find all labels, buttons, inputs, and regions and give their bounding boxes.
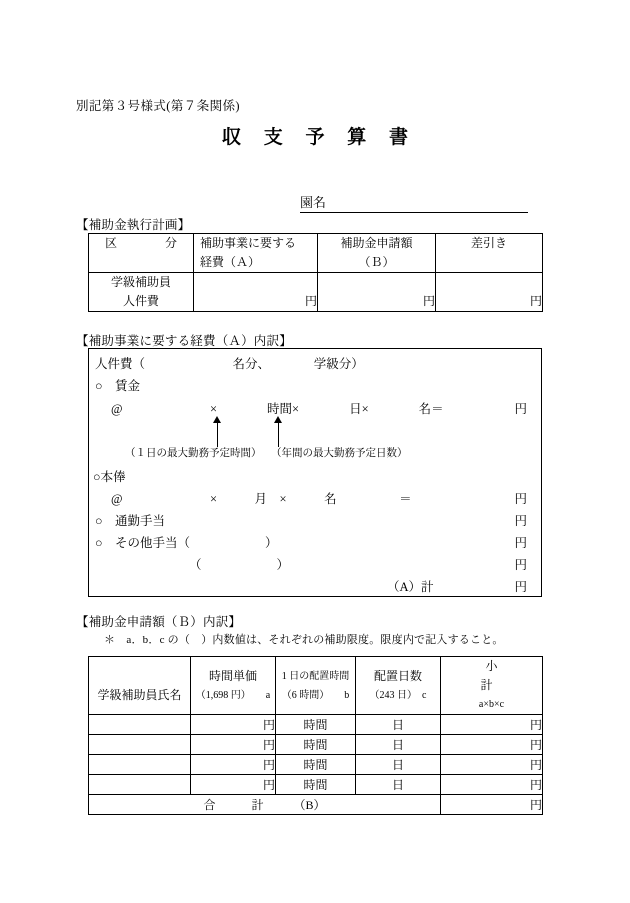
header-division: 区 分 (89, 234, 194, 273)
input-daily-hours[interactable]: 時間 (276, 755, 356, 775)
input-subsidy-b[interactable]: 円 (318, 273, 436, 312)
base-salary-formula[interactable]: @ × 月 × 名 ＝ (111, 492, 412, 506)
input-subtotal[interactable]: 円 (441, 775, 543, 795)
input-hourly-rate[interactable]: 円 (191, 735, 276, 755)
input-hourly-rate[interactable]: 円 (191, 715, 276, 735)
subsidy-b-total-value[interactable]: 円 (441, 795, 543, 815)
section-heading-subsidy-b-breakdown: 【補助金申請額（Ｂ）内訳】 (76, 615, 242, 629)
table-row (89, 715, 543, 735)
input-subtotal[interactable]: 円 (441, 755, 543, 775)
other-allowance-item-2[interactable]: （ ） (189, 558, 290, 572)
limit-note: ＊ a．b．c の（ ）内数値は、それぞれの補助限度。限度内で記入すること。 (104, 634, 504, 646)
other-allowance-item[interactable]: ○ その他手当（ ） (95, 536, 278, 550)
table-header-row (89, 657, 543, 715)
input-placement-days[interactable]: 日 (356, 735, 441, 755)
subsidy-b-total-label: 合 計 （B） (89, 795, 441, 815)
input-daily-hours[interactable]: 時間 (276, 735, 356, 755)
kindergarten-name-rule[interactable] (326, 197, 528, 213)
input-daily-hours[interactable]: 時間 (276, 775, 356, 795)
input-assistant-name[interactable] (89, 715, 191, 735)
annotation-max-daily-hours: （１日の最大勤務予定時間） (125, 448, 262, 459)
subsidy-b-breakdown-table (88, 656, 574, 815)
expense-a-total-label: （A）計 (387, 580, 434, 594)
input-hourly-rate[interactable]: 円 (191, 755, 276, 775)
wage-item-label: ○ 賃金 (95, 379, 141, 393)
other-allowance-unit: 円 (514, 536, 527, 550)
page-title: 収 支 予 算 書 (221, 127, 417, 148)
input-assistant-name[interactable] (89, 755, 191, 775)
wage-formula[interactable]: @ × 時間× 日× 名＝ (111, 402, 444, 416)
input-subtotal[interactable]: 円 (441, 715, 543, 735)
expense-a-breakdown-box (88, 348, 542, 597)
base-salary-item-label: ○本俸 (93, 470, 126, 484)
input-placement-days[interactable]: 日 (356, 775, 441, 795)
input-expense-a[interactable]: 円 (194, 273, 318, 312)
wage-unit: 円 (514, 402, 527, 416)
header-subtotal: 小 計 a×b×c (441, 657, 543, 715)
header-daily-hours: 1 日の配置時間 （6 時間） b (276, 657, 356, 715)
input-placement-days[interactable]: 日 (356, 755, 441, 775)
expense-a-total-unit: 円 (514, 580, 527, 594)
table-row (89, 735, 543, 755)
header-placement-days: 配置日数 （243 日） c (356, 657, 441, 715)
subsidy-plan-table (88, 233, 543, 312)
kindergarten-name-label: 園名 (300, 192, 326, 213)
input-daily-hours[interactable]: 時間 (276, 715, 356, 735)
input-hourly-rate[interactable]: 円 (191, 775, 276, 795)
header-hourly-rate: 時間単価 （1,698 円） a (191, 657, 276, 715)
header-subsidy-request-b: 補助金申請額 （Ｂ） (318, 234, 436, 273)
input-assistant-name[interactable] (89, 775, 191, 795)
other-allowance-unit-2: 円 (514, 558, 527, 572)
table-row (89, 775, 543, 795)
table-total-row (89, 795, 543, 815)
header-assistant-name: 学級補助員氏名 (89, 657, 191, 715)
input-assistant-name[interactable] (89, 735, 191, 755)
base-salary-unit: 円 (514, 492, 527, 506)
table-header-row (89, 234, 543, 273)
header-expense-a: 補助事業に要する 経費（Ａ） (194, 234, 318, 273)
table-row (89, 273, 543, 312)
section-heading-expense-a-breakdown: 【補助事業に要する経費（Ａ）内訳】 (76, 334, 292, 348)
personnel-cost-line[interactable]: 人件費（ 名分、 学級分） (95, 357, 364, 371)
form-number: 別記第３号様式(第７条関係) (76, 99, 240, 113)
input-placement-days[interactable]: 日 (356, 715, 441, 735)
input-subtotal[interactable]: 円 (441, 735, 543, 755)
header-difference: 差引き (436, 234, 543, 273)
commuting-allowance-item[interactable]: ○ 通勤手当 (95, 514, 166, 528)
commuting-allowance-unit: 円 (514, 514, 527, 528)
table-row (89, 755, 543, 775)
section-heading-subsidy-plan: 【補助金執行計画】 (76, 218, 191, 232)
kindergarten-name-field[interactable] (300, 192, 528, 213)
row-label-assistant-personnel-cost: 学級補助員 人件費 (89, 273, 194, 312)
input-difference[interactable]: 円 (436, 273, 543, 312)
annotation-max-annual-days: （年間の最大勤務予定日数） (271, 448, 408, 459)
